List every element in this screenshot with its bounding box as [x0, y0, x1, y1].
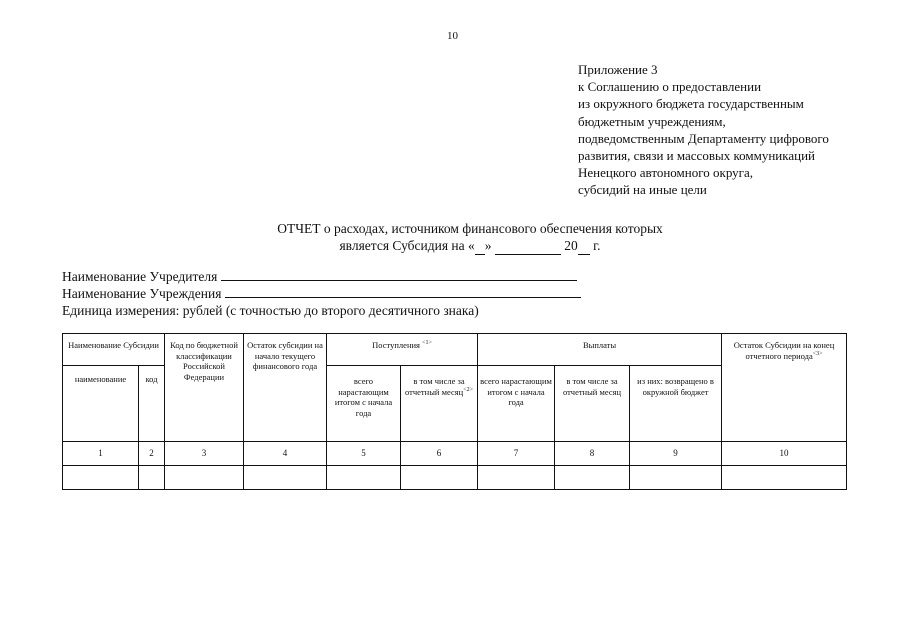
data-row-empty [63, 466, 847, 490]
column-number: 8 [555, 442, 630, 466]
column-number: 1 [63, 442, 139, 466]
header-payments-month: в том числе за отчетный месяц [555, 366, 630, 442]
column-number: 2 [139, 442, 165, 466]
founder-field[interactable] [221, 268, 577, 281]
header-balance-start: Остаток субсидии на начало текущего финансового года [244, 334, 327, 442]
report-title-line-1: ОТЧЕТ о расходах, источником финансового обеспечения которых [277, 221, 663, 236]
report-table [62, 333, 847, 490]
column-number: 9 [630, 442, 722, 466]
data-cell[interactable] [478, 466, 555, 490]
data-cell[interactable] [327, 466, 401, 490]
founder-row [62, 268, 581, 285]
header-payments: Выплаты [478, 334, 722, 366]
report-title [220, 220, 720, 255]
data-cell[interactable] [139, 466, 165, 490]
column-number: 10 [722, 442, 847, 466]
data-cell[interactable] [401, 466, 478, 490]
institution-field[interactable] [225, 285, 581, 298]
header-balance-end: Остаток Субсидии на конец отчетного периода$^{<3>}$ [722, 334, 847, 442]
data-cell[interactable] [244, 466, 327, 490]
data-cell[interactable] [63, 466, 139, 490]
appendix-line: к Соглашению о предоставлении [578, 79, 762, 95]
appendix-line: развития, связи и массовых коммуникаций [578, 148, 815, 164]
header-payments-returned: из них: возвращено в окружной бюджет [630, 366, 722, 442]
appendix-line: подведомственным Департаменту цифрового [578, 130, 829, 146]
column-number-row [63, 442, 847, 466]
header-subsidy-name: Наименование Субсидии [63, 334, 165, 366]
header-receipts: Поступления $^{<1>}$ [327, 334, 478, 366]
header-bk-code: Код по бюджетной классификации Российской Федерации [165, 334, 244, 442]
page-number: 10 [447, 30, 458, 42]
unit-label: Единица измерения: рублей (с точностью до второго десятичного знака) [62, 303, 479, 318]
data-cell[interactable] [555, 466, 630, 490]
founder-label: Наименование Учредителя [62, 269, 218, 284]
appendix-line: Приложение 3 [578, 62, 658, 77]
institution-row [62, 285, 581, 302]
data-cell[interactable] [722, 466, 847, 490]
report-title-line-2: является Субсидия на « » 20 г. [339, 238, 601, 253]
footnote-1: <1> [422, 340, 432, 347]
header-receipts-month: в том числе за отчетный месяц$^{<2>}$ [401, 366, 478, 442]
appendix-line: Ненецкого автономного округа, [578, 165, 753, 181]
footnote-2: <2> [463, 386, 473, 393]
header-receipts-total: всего нарастающим итогом с начала года [327, 366, 401, 442]
data-cell[interactable] [165, 466, 244, 490]
header-name: наименование [63, 366, 139, 442]
column-number: 5 [327, 442, 401, 466]
appendix-block [578, 61, 878, 199]
column-number: 3 [165, 442, 244, 466]
year-blank[interactable] [578, 237, 590, 255]
appendix-line: субсидий на иные цели [578, 182, 707, 198]
header-code: код [139, 366, 165, 442]
column-number: 7 [478, 442, 555, 466]
day-blank[interactable] [475, 237, 485, 255]
column-number: 4 [244, 442, 327, 466]
appendix-line: бюджетным учреждениям, [578, 113, 726, 129]
header-payments-total: всего нарастающим итогом с начала года [478, 366, 555, 442]
report-fields [62, 268, 581, 319]
month-blank[interactable] [495, 237, 561, 255]
unit-row [62, 302, 581, 319]
appendix-line: из окружного бюджета государственным [578, 96, 804, 112]
institution-label: Наименование Учреждения [62, 286, 222, 301]
column-number: 6 [401, 442, 478, 466]
data-cell[interactable] [630, 466, 722, 490]
footnote-3: <3> [812, 350, 823, 357]
